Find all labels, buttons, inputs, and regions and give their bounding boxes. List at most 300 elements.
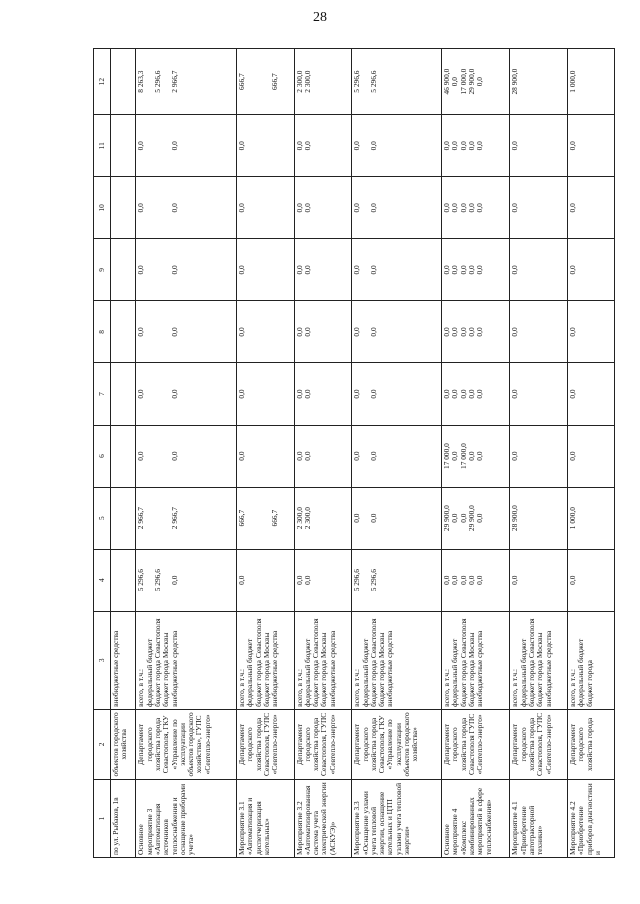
amount-value: 17 000,0 <box>442 443 452 469</box>
year-amount-cell <box>236 549 294 611</box>
funding-source: всего, в т.ч.: <box>136 669 146 707</box>
amount-value <box>386 117 394 174</box>
amount-value: 0,0 <box>442 265 452 275</box>
year-amount-cell <box>236 363 294 425</box>
funding-source: бюджет города Севастополя <box>527 618 537 707</box>
amount-value <box>329 117 337 174</box>
year-amount-cell <box>352 177 442 239</box>
amount-value: 0,0 <box>450 451 460 461</box>
funding-source: федеральный бюджет <box>576 638 586 707</box>
funding-source: внебюджетные средства <box>475 630 485 707</box>
year-amount-cell <box>352 487 442 549</box>
amount-value: 0,0 <box>294 327 304 337</box>
amount-value: 28 900,0 <box>510 68 520 95</box>
year-amount-cell <box>442 487 510 549</box>
amount-value <box>545 51 553 112</box>
year-amount-cell <box>442 49 510 115</box>
amount-value: 0,0 <box>136 203 146 213</box>
funding-source: федеральный бюджет <box>144 638 154 707</box>
amount-value: 2 300,0 <box>302 70 312 93</box>
executor-name: Департамент городского хозяйства города Севастополя ГУПС «Севтепло-энерго» <box>442 709 510 779</box>
amount-value: 0,0 <box>450 141 460 151</box>
amount-value: 5 296,6 <box>352 70 362 93</box>
amount-value <box>545 365 553 422</box>
amount-value: 0,0 <box>568 141 578 151</box>
year-amount-cell <box>510 363 568 425</box>
amount-value <box>271 552 279 609</box>
amount-value: 666,7 <box>270 73 280 90</box>
amount-value: 0,0 <box>450 389 460 399</box>
amount-value <box>329 303 337 360</box>
column-header: 5 <box>94 487 111 549</box>
column-header: 6 <box>94 425 111 487</box>
year-amount-cell <box>510 115 568 177</box>
amount-value: 0,0 <box>466 451 476 461</box>
amount-value <box>329 490 337 547</box>
amount-value: 5 296,6 <box>152 70 162 93</box>
amount-value <box>386 241 394 298</box>
amount-value: 0,0 <box>458 327 468 337</box>
amount-value: 0,0 <box>368 389 378 399</box>
funding-sources <box>442 611 510 709</box>
amount-value <box>271 428 279 485</box>
amount-value <box>545 303 553 360</box>
amount-value: 0,0 <box>450 513 460 523</box>
year-amount-cell <box>568 301 615 363</box>
year-amount-cell <box>136 549 237 611</box>
year-amount-cell <box>111 49 136 115</box>
year-amount-cell <box>510 177 568 239</box>
amount-value: 46 900,0 <box>442 68 452 95</box>
year-amount-cell <box>442 363 510 425</box>
funding-source: всего, в т.ч.: <box>352 669 362 707</box>
column-header: 2 <box>94 709 111 779</box>
amount-value: 0,0 <box>466 203 476 213</box>
amount-value <box>271 117 279 174</box>
year-amount-cell <box>568 239 615 301</box>
amount-value: 0,0 <box>352 451 362 461</box>
year-amount-cell <box>568 49 615 115</box>
amount-value: 0,0 <box>236 327 246 337</box>
amount-value <box>329 552 337 609</box>
funding-source: бюджет города Севастополя <box>253 618 263 707</box>
year-amount-cell <box>236 49 294 115</box>
amount-value: 0,0 <box>568 575 578 585</box>
funding-source: бюджет города Москвы <box>535 632 545 707</box>
year-amount-cell <box>136 301 237 363</box>
activity-name: Мероприятие 3.3 «Оснащение узлами учета тепловой энергии, оснащение котельных и ЦТП узлами учета тепловой энергии» <box>352 779 442 857</box>
amount-value <box>545 179 553 236</box>
year-amount-cell <box>136 239 237 301</box>
amount-value: 0,0 <box>169 451 179 461</box>
amount-value: 0,0 <box>294 203 304 213</box>
amount-value <box>545 490 553 547</box>
year-amount-cell <box>136 177 237 239</box>
amount-value: 0,0 <box>475 265 485 275</box>
column-header: 7 <box>94 363 111 425</box>
amount-value: 2 966,7 <box>169 507 179 530</box>
amount-value: 666,7 <box>236 73 246 90</box>
amount-value: 0,0 <box>352 265 362 275</box>
table-row <box>294 49 352 858</box>
column-header: 3 <box>94 611 111 709</box>
amount-value: 0,0 <box>302 265 312 275</box>
amount-value <box>329 241 337 298</box>
year-amount-cell <box>568 425 615 487</box>
year-amount-cell <box>136 487 237 549</box>
amount-value <box>386 490 394 547</box>
amount-value: 0,0 <box>466 575 476 585</box>
amount-value: 0,0 <box>466 141 476 151</box>
funding-sources <box>352 611 442 709</box>
year-amount-cell <box>294 177 352 239</box>
amount-value <box>545 117 553 174</box>
amount-value <box>386 552 394 609</box>
year-amount-cell <box>236 301 294 363</box>
funding-source: бюджет города Севастополя <box>152 618 162 707</box>
amount-value: 0,0 <box>510 203 520 213</box>
amount-value: 2 966,7 <box>136 507 146 530</box>
amount-value <box>271 303 279 360</box>
amount-value <box>271 365 279 422</box>
year-amount-cell <box>111 301 136 363</box>
amount-value: 5 296,6 <box>368 569 378 592</box>
amount-value: 5 296,6 <box>136 569 146 592</box>
year-amount-cell <box>352 425 442 487</box>
table-row <box>352 49 442 858</box>
amount-value: 0,0 <box>450 265 460 275</box>
column-header: 12 <box>94 49 111 115</box>
amount-value: 0,0 <box>302 203 312 213</box>
amount-value: 0,0 <box>136 141 146 151</box>
amount-value: 0,0 <box>466 265 476 275</box>
funding-source: бюджет города Севастополя <box>458 618 468 707</box>
amount-value: 0,0 <box>136 327 146 337</box>
amount-value <box>271 179 279 236</box>
year-amount-cell <box>442 425 510 487</box>
funding-sources <box>568 611 615 709</box>
year-amount-cell <box>352 301 442 363</box>
year-amount-cell <box>294 363 352 425</box>
activity-name: Основное мероприятие 3 «Автоматизация источников теплоснабжения и оснащение приборами учета» <box>136 779 237 857</box>
amount-value: 0,0 <box>302 327 312 337</box>
amount-value: 0,0 <box>450 76 460 87</box>
table-row <box>442 49 510 858</box>
amount-value: 0,0 <box>510 265 520 275</box>
amount-value: 0,0 <box>510 141 520 151</box>
amount-value: 0,0 <box>510 327 520 337</box>
year-amount-cell <box>568 177 615 239</box>
amount-value: 0,0 <box>236 203 246 213</box>
executor-name: Департамент городского хозяйства города Севастополя, ГКУ «Управление по эксплуатации объектов городского хозяйства», ГУПС «Севтепло-энерго» <box>136 709 237 779</box>
year-amount-cell <box>111 363 136 425</box>
funding-sources <box>510 611 568 709</box>
activity-name: Мероприятие 4.1 «Приобретение автотракторной техники» <box>510 779 568 857</box>
amount-value: 8 263,3 <box>136 70 146 93</box>
funding-sources <box>111 611 136 709</box>
column-header: 8 <box>94 301 111 363</box>
year-amount-cell <box>352 549 442 611</box>
amount-value: 0,0 <box>302 389 312 399</box>
executor-name: Департамент городского хозяйства города Севастополя, ГКУ «Управление по эксплуатации объектов городского хозяйства» <box>352 709 442 779</box>
year-amount-cell <box>568 487 615 549</box>
amount-value: 0,0 <box>294 141 304 151</box>
funding-source: бюджет города <box>584 660 594 707</box>
amount-value: 0,0 <box>169 327 179 337</box>
executor-name: Департамент городского хозяйства города Севастополя, ГУПС «Севтепло-энерго» <box>510 709 568 779</box>
year-amount-cell <box>510 239 568 301</box>
amount-value: 0,0 <box>568 451 578 461</box>
year-amount-cell <box>352 49 442 115</box>
amount-value <box>386 303 394 360</box>
amount-value: 0,0 <box>352 327 362 337</box>
year-amount-cell <box>236 177 294 239</box>
amount-value <box>386 365 394 422</box>
page-number: 28 <box>313 10 327 25</box>
amount-value: 0,0 <box>442 575 452 585</box>
year-amount-cell <box>294 549 352 611</box>
funding-source: внебюджетные средства <box>169 630 179 707</box>
amount-value: 0,0 <box>458 141 468 151</box>
executor-name: Департамент городского хозяйства города Севастополя, ГУПС «Севтепло-энерго» <box>236 709 294 779</box>
amount-value: 0,0 <box>368 141 378 151</box>
amount-value: 5 296,6 <box>152 569 162 592</box>
funding-source: бюджет города Москвы <box>319 632 329 707</box>
header-row <box>94 49 111 858</box>
amount-value: 0,0 <box>294 451 304 461</box>
year-amount-cell <box>294 239 352 301</box>
funding-source: бюджет города Москвы <box>161 632 171 707</box>
funding-source: бюджет города Москвы <box>466 632 476 707</box>
amount-value: 0,0 <box>302 575 312 585</box>
year-amount-cell <box>568 363 615 425</box>
amount-value: 0,0 <box>236 575 246 585</box>
amount-value: 0,0 <box>368 327 378 337</box>
year-amount-cell <box>236 487 294 549</box>
amount-value: 0,0 <box>510 451 520 461</box>
amount-value: 0,0 <box>136 265 146 275</box>
amount-value: 0,0 <box>442 389 452 399</box>
column-header: 10 <box>94 177 111 239</box>
amount-value: 0,0 <box>368 451 378 461</box>
year-amount-cell <box>136 363 237 425</box>
amount-value: 0,0 <box>294 389 304 399</box>
amount-value: 1 000,0 <box>568 70 578 93</box>
year-amount-cell <box>136 49 237 115</box>
funding-source: внебюджетные средства <box>385 630 395 707</box>
year-amount-cell <box>568 115 615 177</box>
year-amount-cell <box>510 301 568 363</box>
executor-name: Департамент городского хозяйства города <box>568 709 615 779</box>
amount-value: 0,0 <box>236 389 246 399</box>
year-amount-cell <box>294 301 352 363</box>
activity-name: Основное мероприятие 4 «Комплекс комбинированных мероприятий в сфере теплоснабжения» <box>442 779 510 857</box>
amount-value: 0,0 <box>475 327 485 337</box>
year-amount-cell <box>352 115 442 177</box>
amount-value: 0,0 <box>236 451 246 461</box>
funding-source: бюджет города Севастополя <box>311 618 321 707</box>
amount-value: 0,0 <box>475 513 485 523</box>
rotated-table-wrapper <box>93 48 615 858</box>
funding-source: федеральный бюджет <box>245 638 255 707</box>
year-amount-cell <box>510 487 568 549</box>
amount-value: 17 000,0 <box>458 68 468 95</box>
executor-name: Департамент городского хозяйства города Севастополя, ГУПС «Севтепло-энерго» <box>294 709 352 779</box>
column-header: 9 <box>94 239 111 301</box>
amount-value: 0,0 <box>475 575 485 585</box>
amount-value: 0,0 <box>475 141 485 151</box>
column-header: 11 <box>94 115 111 177</box>
budget-table <box>93 48 615 858</box>
funding-sources <box>236 611 294 709</box>
amount-value: 2 300,0 <box>294 507 304 530</box>
amount-value: 0,0 <box>568 203 578 213</box>
year-amount-cell <box>111 487 136 549</box>
funding-source: федеральный бюджет <box>518 638 528 707</box>
amount-value <box>329 365 337 422</box>
amount-value: 0,0 <box>169 389 179 399</box>
amount-value <box>545 241 553 298</box>
amount-value <box>329 179 337 236</box>
amount-value: 0,0 <box>475 203 485 213</box>
funding-sources <box>136 611 237 709</box>
table-row <box>236 49 294 858</box>
amount-value: 0,0 <box>442 327 452 337</box>
amount-value: 0,0 <box>458 389 468 399</box>
year-amount-cell <box>136 115 237 177</box>
amount-value: 0,0 <box>169 141 179 151</box>
amount-value: 29 900,0 <box>466 68 476 95</box>
rotated-table <box>93 48 615 858</box>
amount-value: 2 300,0 <box>302 507 312 530</box>
amount-value <box>271 241 279 298</box>
amount-value: 0,0 <box>475 76 485 87</box>
year-amount-cell <box>510 49 568 115</box>
amount-value: 0,0 <box>466 327 476 337</box>
funding-source: всего, в т.ч.: <box>510 669 520 707</box>
year-amount-cell <box>294 49 352 115</box>
amount-value <box>386 51 394 112</box>
funding-source: всего, в т.ч.: <box>442 669 452 707</box>
amount-value <box>386 428 394 485</box>
year-amount-cell <box>111 425 136 487</box>
activity-name: по ул. Рыбаков, 1в <box>111 779 136 857</box>
column-header: 4 <box>94 549 111 611</box>
amount-value <box>545 428 553 485</box>
amount-value: 5 296,6 <box>368 70 378 93</box>
amount-value: 2 300,0 <box>294 70 304 93</box>
year-amount-cell <box>352 239 442 301</box>
activity-name: Мероприятие 3.1 «Автоматизация и диспетчеризация котельных» <box>236 779 294 857</box>
year-amount-cell <box>136 425 237 487</box>
activity-name: Мероприятие 3.2 «Автоматизированная система учета электрической энергии (АСКУЭ)» <box>294 779 352 857</box>
year-amount-cell <box>111 239 136 301</box>
amount-value: 0,0 <box>568 265 578 275</box>
amount-value <box>329 428 337 485</box>
year-amount-cell <box>111 549 136 611</box>
amount-value: 28 900,0 <box>510 505 520 532</box>
year-amount-cell <box>442 115 510 177</box>
amount-value: 5 296,6 <box>352 569 362 592</box>
amount-value: 0,0 <box>450 327 460 337</box>
amount-value: 0,0 <box>136 451 146 461</box>
amount-value: 17 000,0 <box>458 443 468 469</box>
funding-source: бюджет города Москвы <box>261 632 271 707</box>
year-amount-cell <box>294 487 352 549</box>
funding-source: внебюджетные средства <box>111 630 120 707</box>
amount-value: 0,0 <box>442 141 452 151</box>
amount-value: 0,0 <box>450 203 460 213</box>
table-row <box>136 49 237 858</box>
executor-name: объектов городского хозяйства <box>111 709 136 779</box>
amount-value: 0,0 <box>568 327 578 337</box>
activity-name: Мероприятие 4.2 «Приобретение приборов диагностики и <box>568 779 615 857</box>
amount-value: 666,7 <box>270 509 280 527</box>
year-amount-cell <box>236 425 294 487</box>
amount-value: 0,0 <box>302 451 312 461</box>
amount-value: 0,0 <box>510 575 520 585</box>
amount-value <box>545 552 553 609</box>
amount-value <box>386 179 394 236</box>
amount-value: 0,0 <box>169 575 179 585</box>
table-row <box>510 49 568 858</box>
funding-source: внебюджетные средства <box>327 630 337 707</box>
amount-value: 0,0 <box>458 513 468 523</box>
amount-value: 0,0 <box>458 265 468 275</box>
year-amount-cell <box>568 549 615 611</box>
year-amount-cell <box>442 239 510 301</box>
year-amount-cell <box>111 115 136 177</box>
amount-value: 0,0 <box>302 141 312 151</box>
funding-sources <box>294 611 352 709</box>
year-amount-cell <box>352 363 442 425</box>
amount-value: 29 900,0 <box>466 505 476 532</box>
amount-value: 0,0 <box>475 389 485 399</box>
amount-value: 0,0 <box>368 513 378 523</box>
amount-value: 0,0 <box>368 265 378 275</box>
year-amount-cell <box>442 301 510 363</box>
amount-value: 0,0 <box>458 203 468 213</box>
year-amount-cell <box>442 549 510 611</box>
funding-source: всего, в т.ч.: <box>568 669 578 707</box>
amount-value: 0,0 <box>169 203 179 213</box>
amount-value: 0,0 <box>169 265 179 275</box>
amount-value: 0,0 <box>450 575 460 585</box>
amount-value <box>329 51 337 112</box>
column-header: 1 <box>94 779 111 857</box>
amount-value: 1 000,0 <box>568 507 578 530</box>
table-row <box>568 49 615 858</box>
amount-value: 0,0 <box>236 265 246 275</box>
year-amount-cell <box>236 115 294 177</box>
funding-source: бюджет города Севастополя <box>368 618 378 707</box>
amount-value: 0,0 <box>352 513 362 523</box>
amount-value: 0,0 <box>368 203 378 213</box>
amount-value: 0,0 <box>352 389 362 399</box>
funding-source: федеральный бюджет <box>302 638 312 707</box>
amount-value: 0,0 <box>466 389 476 399</box>
amount-value: 0,0 <box>458 575 468 585</box>
year-amount-cell <box>510 549 568 611</box>
amount-value: 0,0 <box>352 141 362 151</box>
amount-value: 666,7 <box>236 509 246 527</box>
amount-value: 0,0 <box>442 203 452 213</box>
funding-source: всего, в т.ч.: <box>294 669 304 707</box>
table-body <box>111 49 615 858</box>
amount-value: 0,0 <box>475 451 485 461</box>
year-amount-cell <box>442 177 510 239</box>
amount-value: 2 966,7 <box>169 70 179 93</box>
